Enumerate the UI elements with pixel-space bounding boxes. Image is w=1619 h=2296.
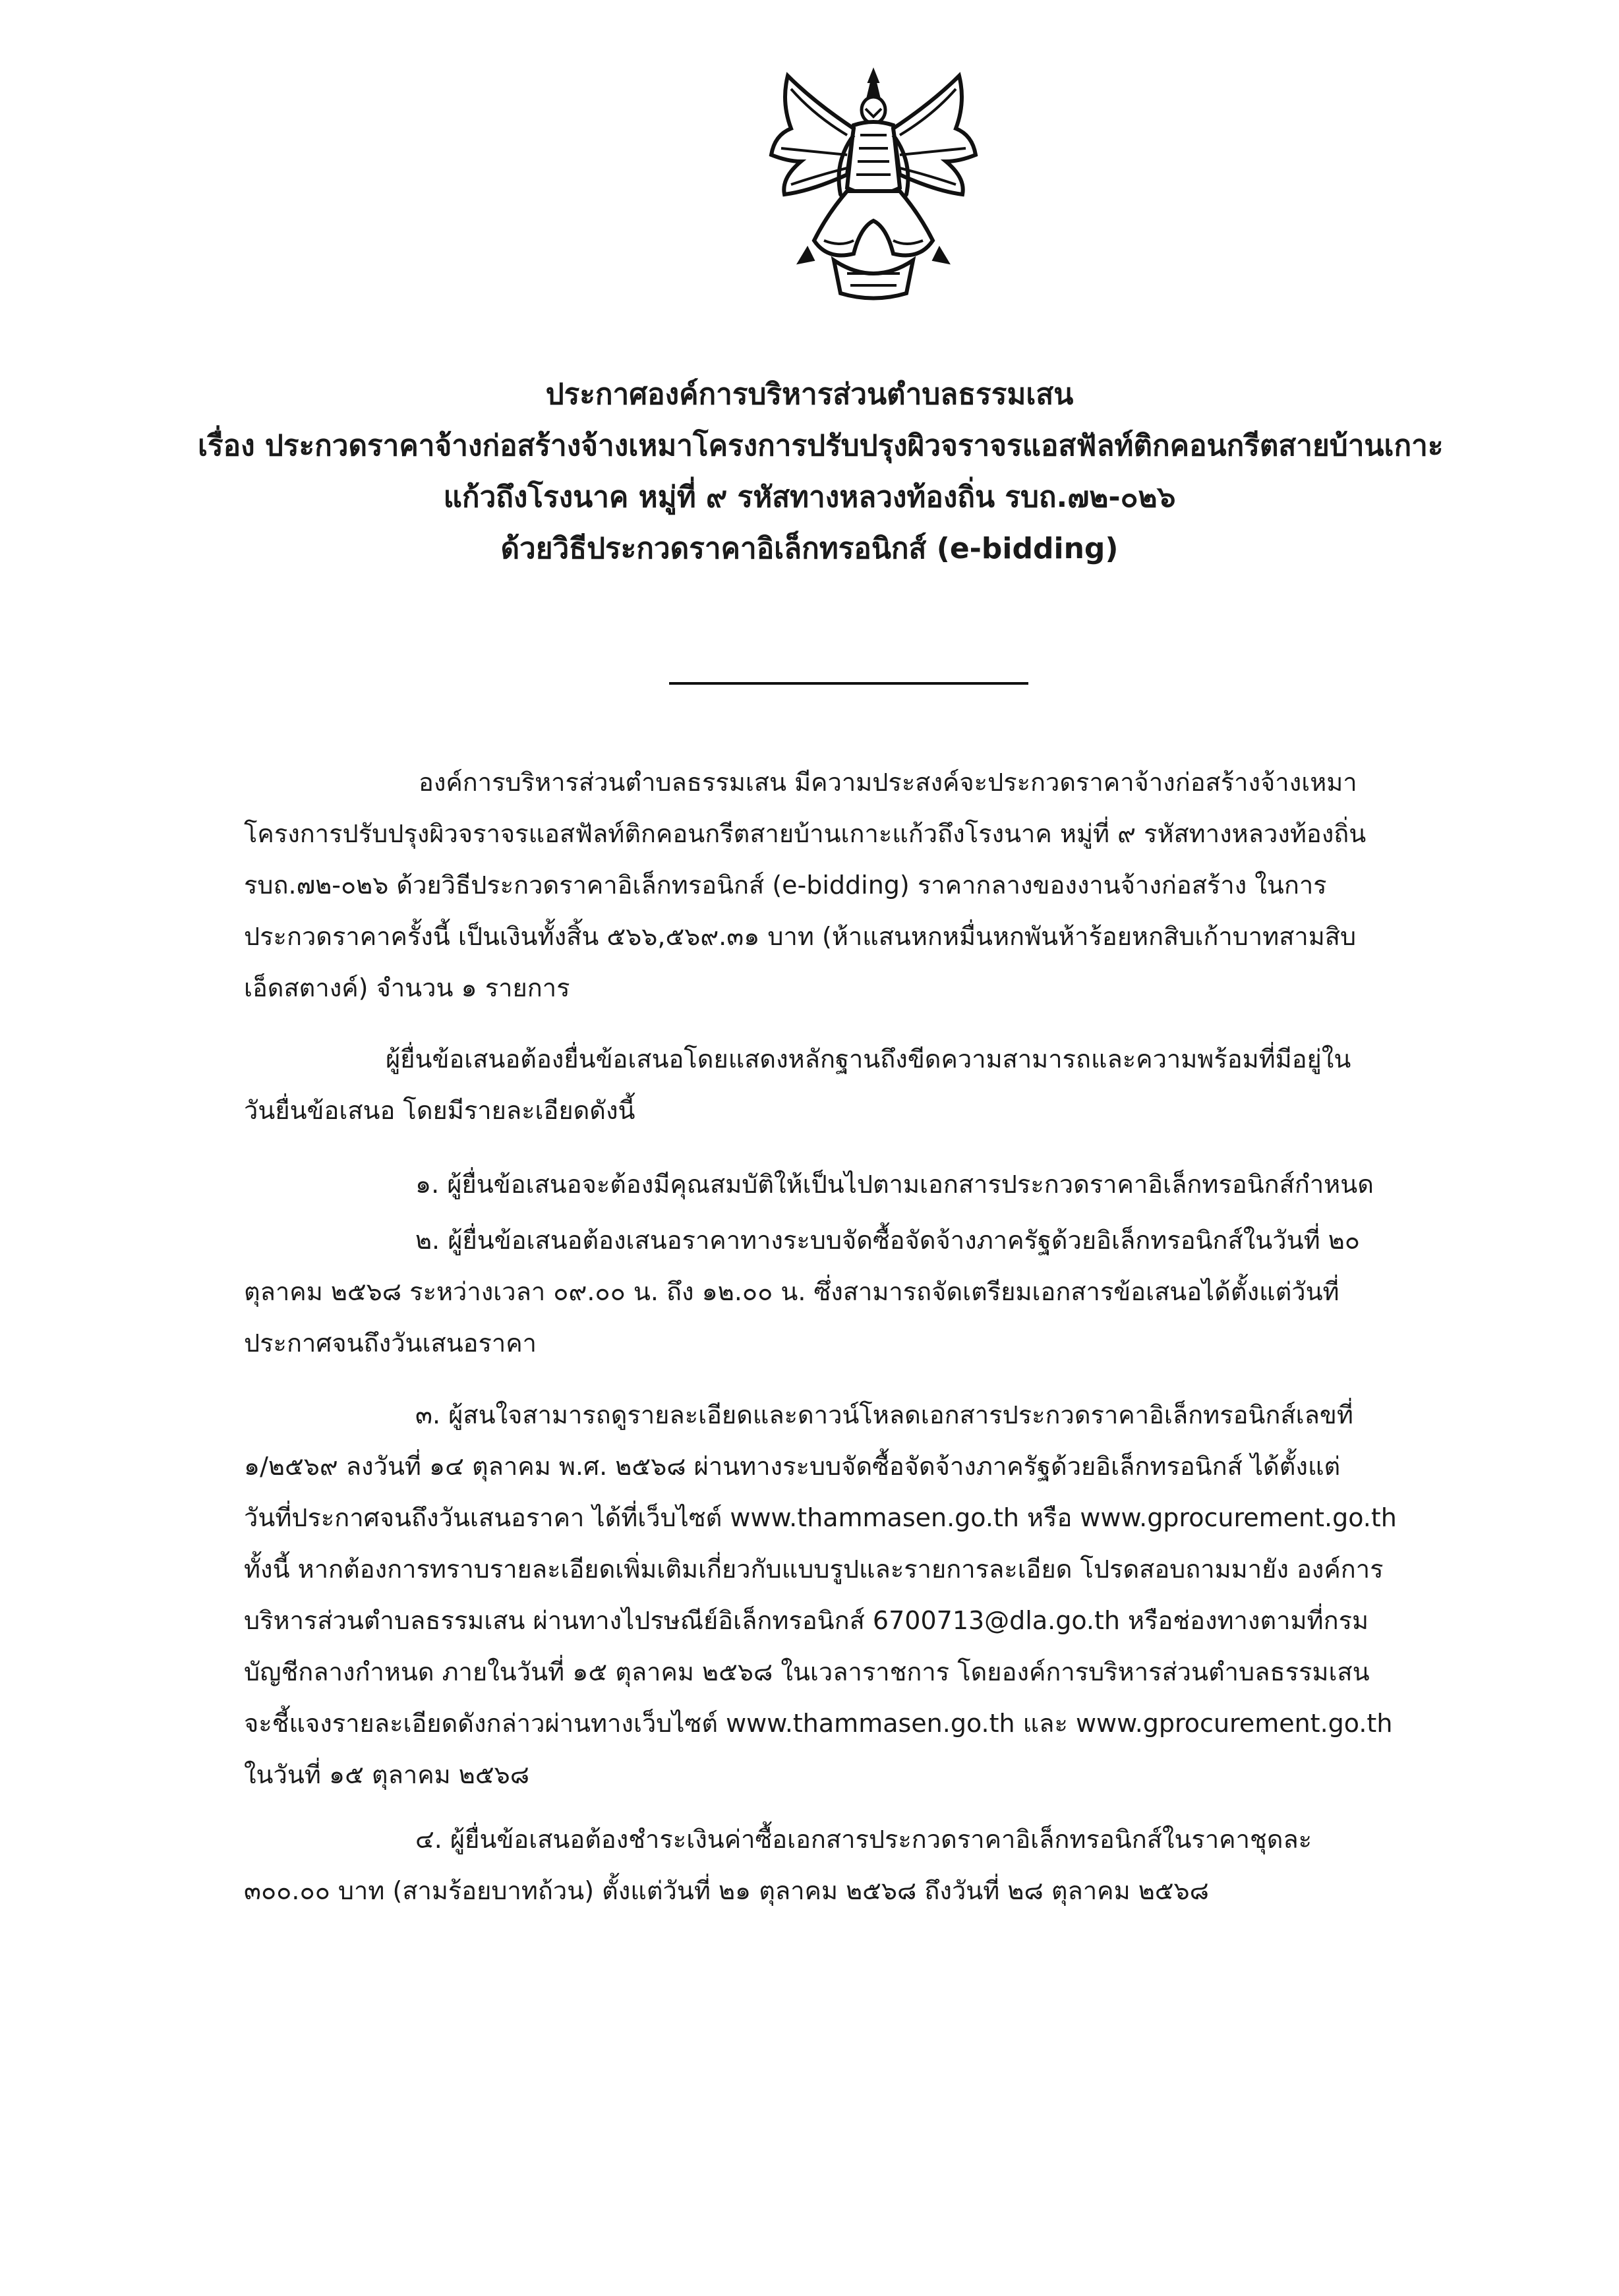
text-line: ตุลาคม ๒๕๖๘ ระหว่างเวลา ๐๙.๐๐ น. ถึง ๑๒.๐๐ น. ซึ่งสามารถจัดเตรียมเอกสารข้อเสนอได้ตั้งแต่วันที่: [244, 1277, 1339, 1306]
announcement-title: [198, 369, 1444, 575]
garuda-emblem-icon: [761, 63, 986, 306]
text-line: บัญชีกลางกำหนด ภายในวันที่ ๑๕ ตุลาคม ๒๕๖๘ ในเวลาราชการ โดยองค์การบริหารส่วนตำบลธรรมเสน: [244, 1657, 1370, 1686]
text-line: ผู้ยื่นข้อเสนอต้องยื่นข้อเสนอโดยแสดงหลักฐานถึงขีดความสามารถและความพร้อมที่มีอยู่ใน: [386, 1045, 1351, 1074]
text-line: ๔. ผู้ยื่นข้อเสนอต้องชำระเงินค่าซื้อเอกสารประกวดราคาอิเล็กทรอนิกส์ในราคาชุดละ: [415, 1825, 1312, 1854]
title-divider: [669, 682, 1028, 685]
title-line: แก้วถึงโรงนาค หมู่ที่ ๙ รหัสทางหลวงท้องถิ่น รบถ.๗๒-๐๒๖: [443, 480, 1176, 514]
paragraph-1: [244, 757, 1430, 1014]
text-line: วันที่ประกาศจนถึงวันเสนอราคา ได้ที่เว็บไซต์ www.thammasen.go.th หรือ www.gprocurement.go.th: [244, 1503, 1397, 1532]
text-line: โครงการปรับปรุงผิวจราจรแอสฟัลท์ติกคอนกรีตสายบ้านเกาะแก้วถึงโรงนาค หมู่ที่ ๙ รหัสทางหลวงท้องถิ่น: [244, 819, 1367, 848]
text-line: ๒. ผู้ยื่นข้อเสนอต้องเสนอราคาทางระบบจัดซื้อจัดจ้างภาครัฐด้วยอิเล็กทรอนิกส์ในวันที่ ๒๐: [415, 1226, 1360, 1255]
text-line: ๑/๒๕๖๙ ลงวันที่ ๑๔ ตุลาคม พ.ศ. ๒๕๖๘ ผ่านทางระบบจัดซื้อจัดจ้างภาครัฐด้วยอิเล็กทรอนิกส์ ได้ตั้งแต่: [244, 1452, 1341, 1481]
text-line: รบถ.๗๒-๐๒๖ ด้วยวิธีประกวดราคาอิเล็กทรอนิกส์ (e-bidding) ราคากลางของงานจ้างก่อสร้าง ในการ: [244, 871, 1327, 900]
text-line: เอ็ดสตางค์) จำนวน ๑ รายการ: [244, 973, 570, 1002]
item-1: [244, 1159, 1430, 1210]
text-line: ประกาศจนถึงวันเสนอราคา: [244, 1329, 537, 1358]
text-line: วันยื่นข้อเสนอ โดยมีรายละเอียดดังนี้: [244, 1096, 635, 1125]
item-4: [244, 1814, 1430, 1916]
text-line: บริหารส่วนตำบลธรรมเสน ผ่านทางไปรษณีย์อิเล็กทรอนิกส์ 6700713@dla.go.th หรือช่องทางตามที่กรม: [244, 1606, 1369, 1635]
title-line: เรื่อง ประกวดราคาจ้างก่อสร้างจ้างเหมาโครงการปรับปรุงผิวจราจรแอสฟัลท์ติกคอนกรีตสายบ้านเกาะ: [198, 429, 1444, 463]
paragraph-2: [244, 1033, 1430, 1136]
text-line: ประกวดราคาครั้งนี้ เป็นเงินทั้งสิ้น ๕๖๖,๕๖๙.๓๑ บาท (ห้าแสนหกหมื่นหกพันห้าร้อยหกสิบเก้าบาทสามสิบ: [244, 922, 1357, 951]
text-line: ๓๐๐.๐๐ บาท (สามร้อยบาทถ้วน) ตั้งแต่วันที่ ๒๑ ตุลาคม ๒๕๖๘ ถึงวันที่ ๒๘ ตุลาคม ๒๕๖๘: [244, 1876, 1209, 1905]
text-line: ๑. ผู้ยื่นข้อเสนอจะต้องมีคุณสมบัติให้เป็นไปตามเอกสารประกวดราคาอิเล็กทรอนิกส์กำหนด: [415, 1170, 1374, 1199]
text-line: ทั้งนี้ หากต้องการทราบรายละเอียดเพิ่มเติมเกี่ยวกับแบบรูปและรายการละเอียด โปรดสอบถามมายัง องค์การ: [244, 1555, 1384, 1584]
item-3: [244, 1389, 1430, 1800]
title-line: ประกาศองค์การบริหารส่วนตำบลธรรมเสน: [545, 378, 1074, 411]
text-line: จะชี้แจงรายละเอียดดังกล่าวผ่านทางเว็บไซต์ www.thammasen.go.th และ www.gprocurement.go.th: [244, 1709, 1393, 1738]
text-line: ๓. ผู้สนใจสามารถดูรายละเอียดและดาวน์โหลดเอกสารประกวดราคาอิเล็กทรอนิกส์เลขที่: [415, 1400, 1353, 1429]
title-line: ด้วยวิธีประกวดราคาอิเล็กทรอนิกส์ (e-bidding): [500, 532, 1119, 565]
text-line: องค์การบริหารส่วนตำบลธรรมเสน มีความประสงค์จะประกวดราคาจ้างก่อสร้างจ้างเหมา: [419, 768, 1357, 797]
item-2: [244, 1215, 1430, 1369]
text-line: ในวันที่ ๑๕ ตุลาคม ๒๕๖๘: [244, 1760, 530, 1789]
